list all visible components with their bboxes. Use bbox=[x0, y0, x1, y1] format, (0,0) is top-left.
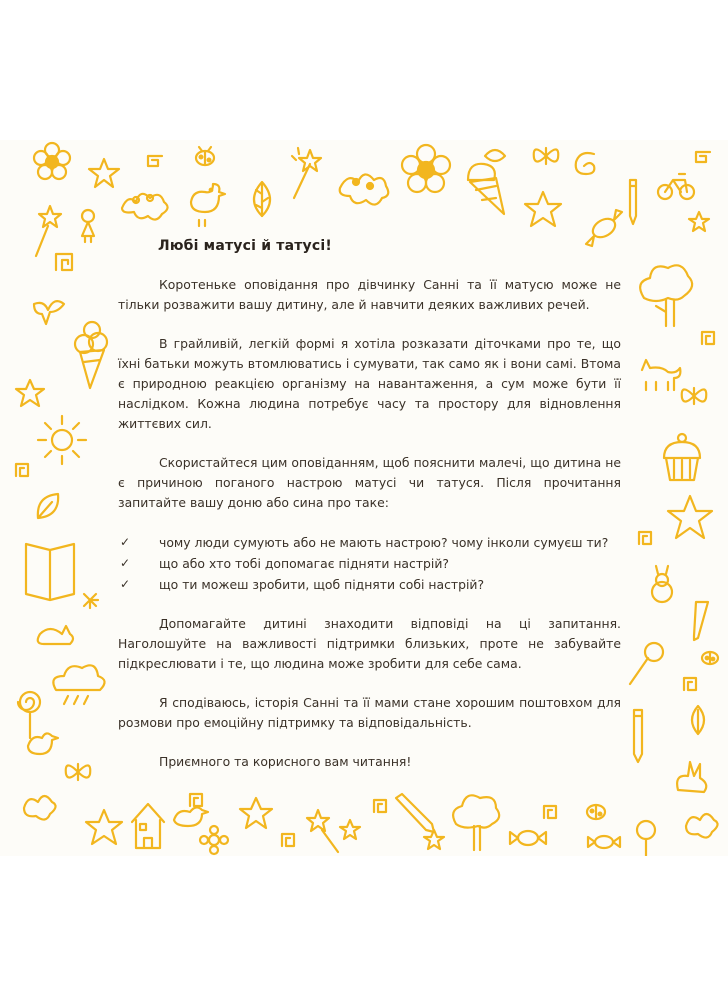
spiral-icon bbox=[544, 806, 556, 818]
star-icon bbox=[689, 212, 709, 231]
pencil-icon bbox=[694, 602, 708, 640]
checkmark-icon: ✓ bbox=[120, 577, 131, 591]
spiral-icon bbox=[576, 153, 595, 174]
flower-icon bbox=[686, 814, 718, 838]
bird-icon bbox=[28, 733, 58, 754]
leaf-icon bbox=[692, 706, 704, 734]
house-icon bbox=[132, 804, 164, 848]
ice-cream-icon bbox=[75, 322, 107, 388]
pencil-icon bbox=[634, 710, 642, 762]
tree-icon bbox=[640, 265, 692, 326]
leaf-icon bbox=[254, 182, 270, 216]
flower-icon bbox=[200, 826, 228, 854]
tree-icon bbox=[453, 795, 499, 850]
spiral-icon bbox=[702, 332, 714, 344]
spiral-icon bbox=[56, 254, 72, 270]
book-icon bbox=[26, 544, 74, 600]
microphone-icon bbox=[630, 643, 663, 684]
candy-icon bbox=[588, 836, 620, 848]
question-list bbox=[118, 532, 621, 595]
letter-paragraph: Я сподіваюсь, історія Санні та її мами стане хорошим поштовхом для розмови про емоційну підтримку та відповідальність. bbox=[118, 695, 621, 730]
letter-paragraph: Коротеньке оповідання про дівчинку Санні та її матусю може не тільки розважити вашу дитину, але й навчити деяких важливих речей. bbox=[118, 277, 621, 312]
question-item bbox=[118, 574, 621, 595]
star-icon bbox=[89, 159, 119, 187]
ladybug-icon bbox=[587, 805, 605, 819]
sun-icon bbox=[38, 416, 86, 464]
flower-icon bbox=[402, 145, 450, 192]
letter-greeting: Любі матусі й татусі! bbox=[158, 238, 332, 254]
question-text: чому люди сумують або не мають настрою? чому інколи сумуєш ти? bbox=[159, 535, 609, 550]
butterfly-icon bbox=[534, 148, 559, 164]
star-icon bbox=[86, 810, 122, 844]
cat-icon bbox=[642, 360, 680, 390]
cupcake-icon bbox=[664, 434, 700, 480]
butterfly-icon bbox=[682, 388, 707, 404]
magic-wand-icon bbox=[307, 810, 338, 852]
cloud-icon bbox=[53, 665, 104, 704]
cat-icon bbox=[38, 626, 73, 644]
ladybug-icon bbox=[196, 147, 214, 165]
flower-icon bbox=[122, 194, 168, 220]
butterfly-icon bbox=[66, 764, 91, 780]
star-icon bbox=[340, 820, 360, 839]
pencil-icon bbox=[630, 180, 636, 224]
flower-icon bbox=[84, 594, 98, 608]
magic-wand-icon bbox=[36, 206, 61, 256]
question-item bbox=[118, 532, 621, 553]
magic-wand-icon bbox=[292, 148, 321, 198]
bird-icon bbox=[191, 184, 225, 226]
girl-icon bbox=[82, 210, 94, 242]
bunny-icon bbox=[652, 566, 672, 602]
question-text: що або хто тобі допомагає підняти настрій? bbox=[159, 556, 449, 571]
ice-cream-icon bbox=[468, 164, 504, 214]
letter-paragraph: Скористайтеся цим оповіданням, щоб пояснити малечі, що дитина не є причиною поганого настрою матусі чи татуся. Після прочитання запитайте вашу доню або сина про таке: bbox=[118, 455, 621, 510]
star-icon bbox=[525, 192, 561, 226]
checkmark-icon: ✓ bbox=[120, 556, 131, 570]
ladybug-icon bbox=[702, 652, 718, 664]
bicycle-icon bbox=[658, 174, 694, 199]
spiral-icon bbox=[148, 156, 162, 166]
book-page bbox=[0, 140, 728, 856]
bunny-icon bbox=[677, 762, 706, 792]
bird-icon bbox=[174, 807, 208, 826]
candy-icon bbox=[510, 831, 546, 845]
flower-icon bbox=[24, 796, 56, 820]
lollipop-icon bbox=[637, 821, 655, 856]
spiral-icon bbox=[374, 800, 386, 812]
star-icon bbox=[668, 496, 712, 538]
checkmark-icon: ✓ bbox=[120, 535, 131, 549]
flower-icon bbox=[340, 174, 389, 204]
flower-icon bbox=[34, 143, 70, 179]
letter-paragraph: Допомагайте дитині знаходити відповіді на ці запитання. Наголошуйте на важливості підтримки близьких, проте не забувайте підкреслювати і те, що людина може зробити для себе сама. bbox=[118, 616, 621, 671]
letter-closing: Приємного та корисного вам читання! bbox=[159, 754, 412, 769]
spiral-icon bbox=[190, 794, 202, 806]
dove-icon bbox=[34, 301, 64, 324]
spiral-icon bbox=[282, 834, 294, 846]
spiral-icon bbox=[16, 464, 28, 476]
spiral-icon bbox=[696, 152, 710, 162]
star-icon bbox=[16, 380, 44, 406]
spiral-icon bbox=[684, 678, 696, 690]
leaf-icon bbox=[38, 494, 58, 518]
question-item bbox=[118, 553, 621, 574]
pencil-icon bbox=[396, 794, 434, 832]
lollipop-icon bbox=[18, 692, 40, 738]
letter bbox=[118, 236, 621, 772]
letter-paragraph: В грайливій, легкій формі я хотіла розказати діточками про те, що їхні батьки можуть втомлюватись і сумувати, так само як і вони самі. Втома є природною реакцією організму на навантаження, а сум може бути її наслідком. Кожна людина потребує часу та простору для відновлення життєвих сил. bbox=[118, 336, 621, 431]
question-text: що ти можеш зробити, щоб підняти собі настрій? bbox=[159, 577, 485, 592]
leaf-icon bbox=[485, 150, 505, 161]
spiral-icon bbox=[639, 532, 651, 544]
star-icon bbox=[240, 798, 272, 828]
